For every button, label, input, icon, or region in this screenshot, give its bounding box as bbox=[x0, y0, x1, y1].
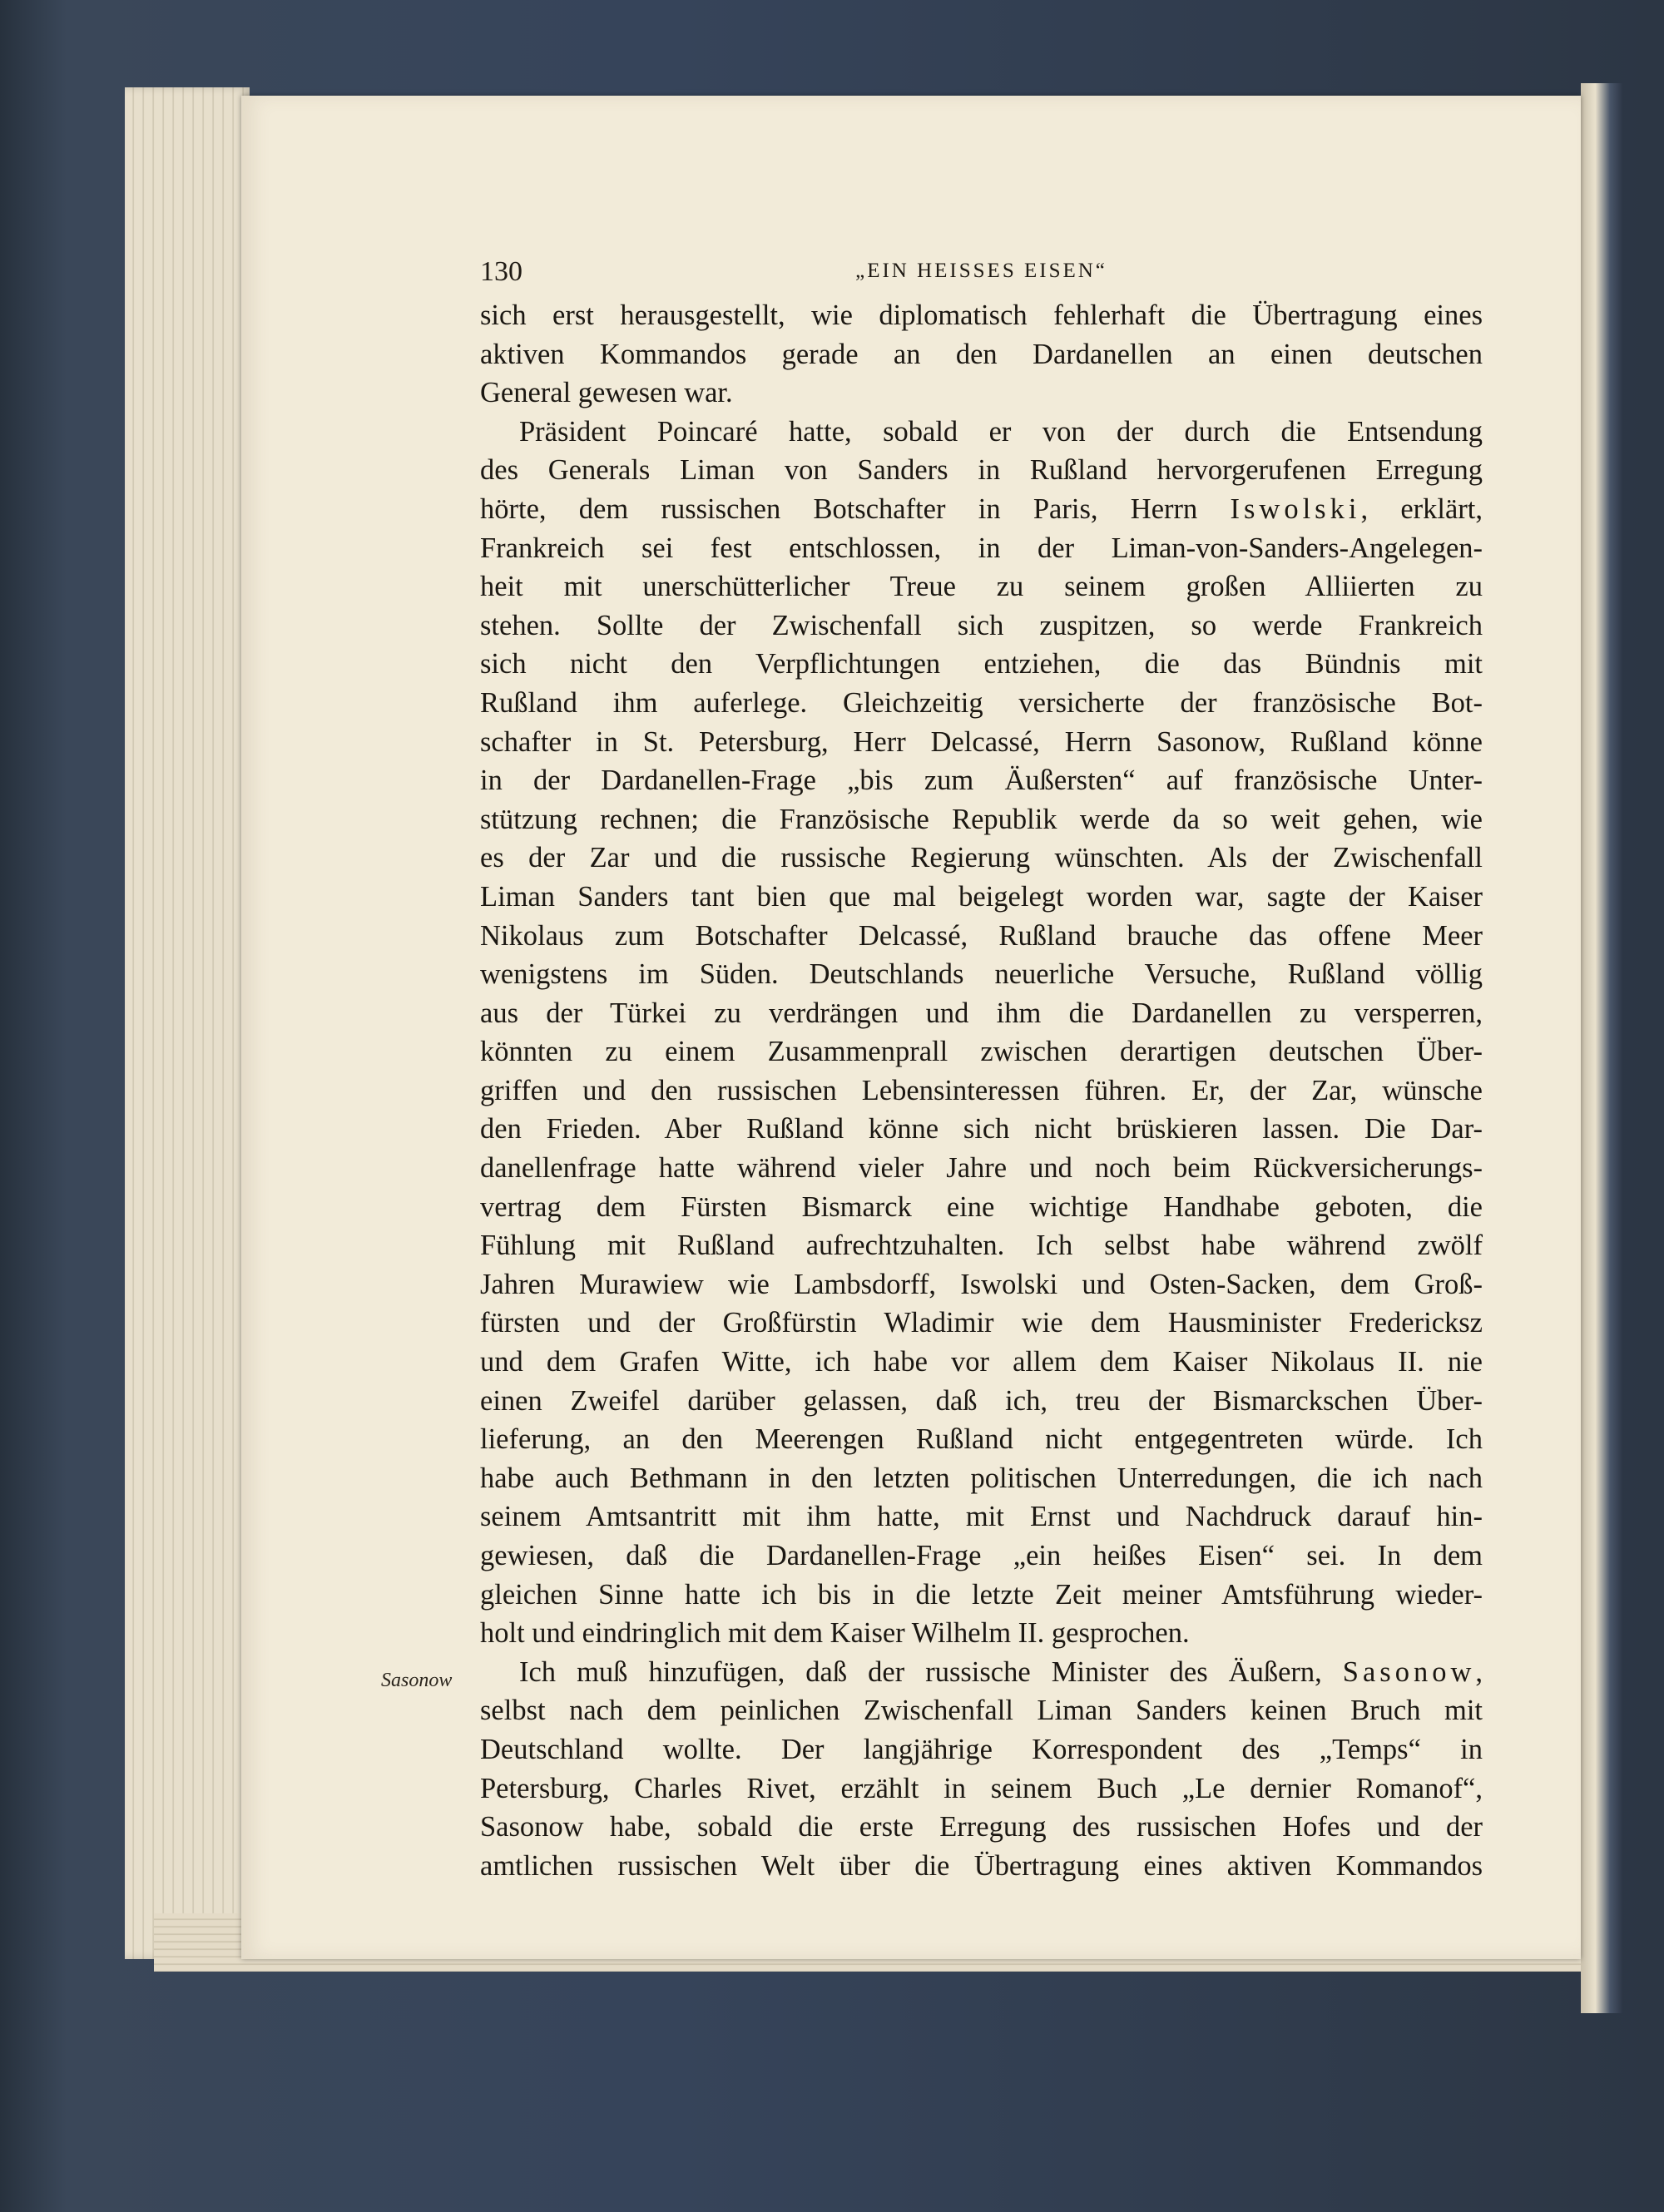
text-line bbox=[480, 1653, 1483, 1692]
text-line: holt und eindringlich mit dem Kaiser Wilhelm II. gesprochen. bbox=[480, 1617, 1190, 1650]
text-line: Präsident Poincaré hatte, sobald er von der durch die Entsendung bbox=[519, 415, 1483, 448]
spaced-name: Iswolski bbox=[1230, 492, 1361, 525]
text-line: Fühlung mit Rußland aufrechtzuhalten. Ich selbst habe während zwölf bbox=[480, 1230, 1483, 1262]
text-line: Liman Sanders tant bien que mal beigelegt worden war, sagte der Kaiser bbox=[480, 880, 1483, 913]
text-line: Petersburg, Charles Rivet, erzählt in seinem Buch „Le dernier Romanof“, bbox=[480, 1772, 1483, 1804]
page-number: 130 bbox=[480, 256, 522, 287]
text-line: selbst nach dem peinlichen Zwischenfall Liman Sanders keinen Bruch mit bbox=[480, 1695, 1483, 1727]
text-line: lieferung, an den Meerengen Rußland nicht entgegentreten würde. Ich bbox=[480, 1423, 1483, 1456]
text-line: und dem Grafen Witte, ich habe vor allem dem Kaiser Nikolaus II. nie bbox=[480, 1346, 1483, 1378]
text-line: aus der Türkei zu verdrängen und ihm die Dardanellen zu versperren, bbox=[480, 997, 1483, 1029]
text-line: vertrag dem Fürsten Bismarck eine wichtige Handhabe geboten, die bbox=[480, 1190, 1483, 1223]
text-line: aktiven Kommandos gerade an den Dardanellen an einen deutschen bbox=[480, 338, 1483, 370]
text-line: habe auch Bethmann in den letzten politischen Unterredungen, die ich nach bbox=[480, 1462, 1483, 1494]
text-line: Deutschland wollte. Der langjährige Korrespondent des „Temps“ in bbox=[480, 1733, 1483, 1765]
text-line: sich nicht den Verpflichtungen entziehen, die das Bündnis mit bbox=[480, 648, 1483, 680]
text-line: stehen. Sollte der Zwischenfall sich zuspitzen, so werde Frankreich bbox=[480, 609, 1483, 641]
text-segment: hörte, dem russischen Botschafter in Paris, Herrn bbox=[480, 492, 1198, 525]
text-line: in der Dardanellen-Frage „bis zum Äußersten“ auf französische Unter- bbox=[480, 765, 1483, 797]
text-line: Frankreich sei fest entschlossen, in der Liman-von-Sanders-Angelegen- bbox=[480, 532, 1483, 564]
page-edges-left bbox=[125, 87, 250, 1959]
text-line: gewiesen, daß die Dardanellen-Frage „ein heißes Eisen“ sei. In dem bbox=[480, 1540, 1483, 1571]
text-line: Sasonow habe, sobald die erste Erregung des russischen Hofes und der bbox=[480, 1811, 1483, 1843]
page-header bbox=[480, 256, 1483, 298]
text-line: danellenfrage hatte während vieler Jahre und noch beim Rückversicherungs- bbox=[480, 1152, 1483, 1185]
running-head: „EIN HEISSES EISEN“ bbox=[855, 260, 1107, 282]
text-line: wenigstens im Süden. Deutschlands neuerliche Versuche, Rußland völlig bbox=[480, 958, 1483, 991]
text-segment: Ich muß hinzufügen, daß der russische Minister des Äußern, bbox=[519, 1655, 1322, 1688]
text-line: Jahren Murawiew wie Lambsdorff, Iswolski und Osten-Sacken, dem Groß- bbox=[480, 1268, 1483, 1300]
text-line: könnten zu einem Zusammenprall zwischen derartigen deutschen Über- bbox=[480, 1036, 1483, 1068]
spaced-name: Sasonow bbox=[1342, 1655, 1476, 1688]
text-line: es der Zar und die russische Regierung wünschten. Als der Zwischenfall bbox=[480, 842, 1483, 874]
text-line: Rußland ihm auferlege. Gleichzeitig versicherte der französische Bot- bbox=[480, 686, 1483, 719]
text-line: stützung rechnen; die Französische Republik werde da so weit gehen, wie bbox=[480, 803, 1483, 835]
text-line: heit mit unerschütterlicher Treue zu seinem großen Alliierten zu bbox=[480, 571, 1483, 603]
text-line: sich erst herausgestellt, wie diplomatisch fehlerhaft die Übertragung eines bbox=[480, 299, 1483, 331]
text-line: Nikolaus zum Botschafter Delcassé, Rußland brauche das offene Meer bbox=[480, 919, 1483, 952]
book-right-edge bbox=[1581, 83, 1622, 2013]
text-line: griffen und den russischen Lebensinteressen führen. Er, der Zar, wünsche bbox=[480, 1074, 1483, 1106]
text-line: amtlichen russischen Welt über die Übertragung eines aktiven Kommandos bbox=[480, 1849, 1483, 1882]
text-line: seinem Amtsantritt mit ihm hatte, mit Ernst und Nachdruck darauf hin- bbox=[480, 1501, 1483, 1533]
text-line bbox=[480, 490, 1483, 529]
text-line: einen Zweifel darüber gelassen, daß ich, treu der Bismarckschen Über- bbox=[480, 1384, 1483, 1417]
text-line: fürsten und der Großfürstin Wladimir wie dem Hausminister Fredericksz bbox=[480, 1307, 1483, 1339]
text-segment: , erklärt, bbox=[1360, 492, 1483, 525]
text-line: den Frieden. Aber Rußland könne sich nicht brüskieren lassen. Die Dar- bbox=[480, 1113, 1483, 1146]
text-line: General gewesen war. bbox=[480, 377, 733, 409]
text-segment: , bbox=[1475, 1655, 1483, 1688]
text-line: des Generals Liman von Sanders in Rußland hervorgerufenen Erregung bbox=[480, 454, 1483, 487]
body-text bbox=[480, 296, 1483, 1885]
text-line: gleichen Sinne hatte ich bis in die letzte Zeit meiner Amtsführung wieder- bbox=[480, 1578, 1483, 1611]
text-line: schafter in St. Petersburg, Herr Delcassé, Herrn Sasonow, Rußland könne bbox=[480, 725, 1483, 758]
margin-note: Sasonow bbox=[381, 1670, 453, 1691]
